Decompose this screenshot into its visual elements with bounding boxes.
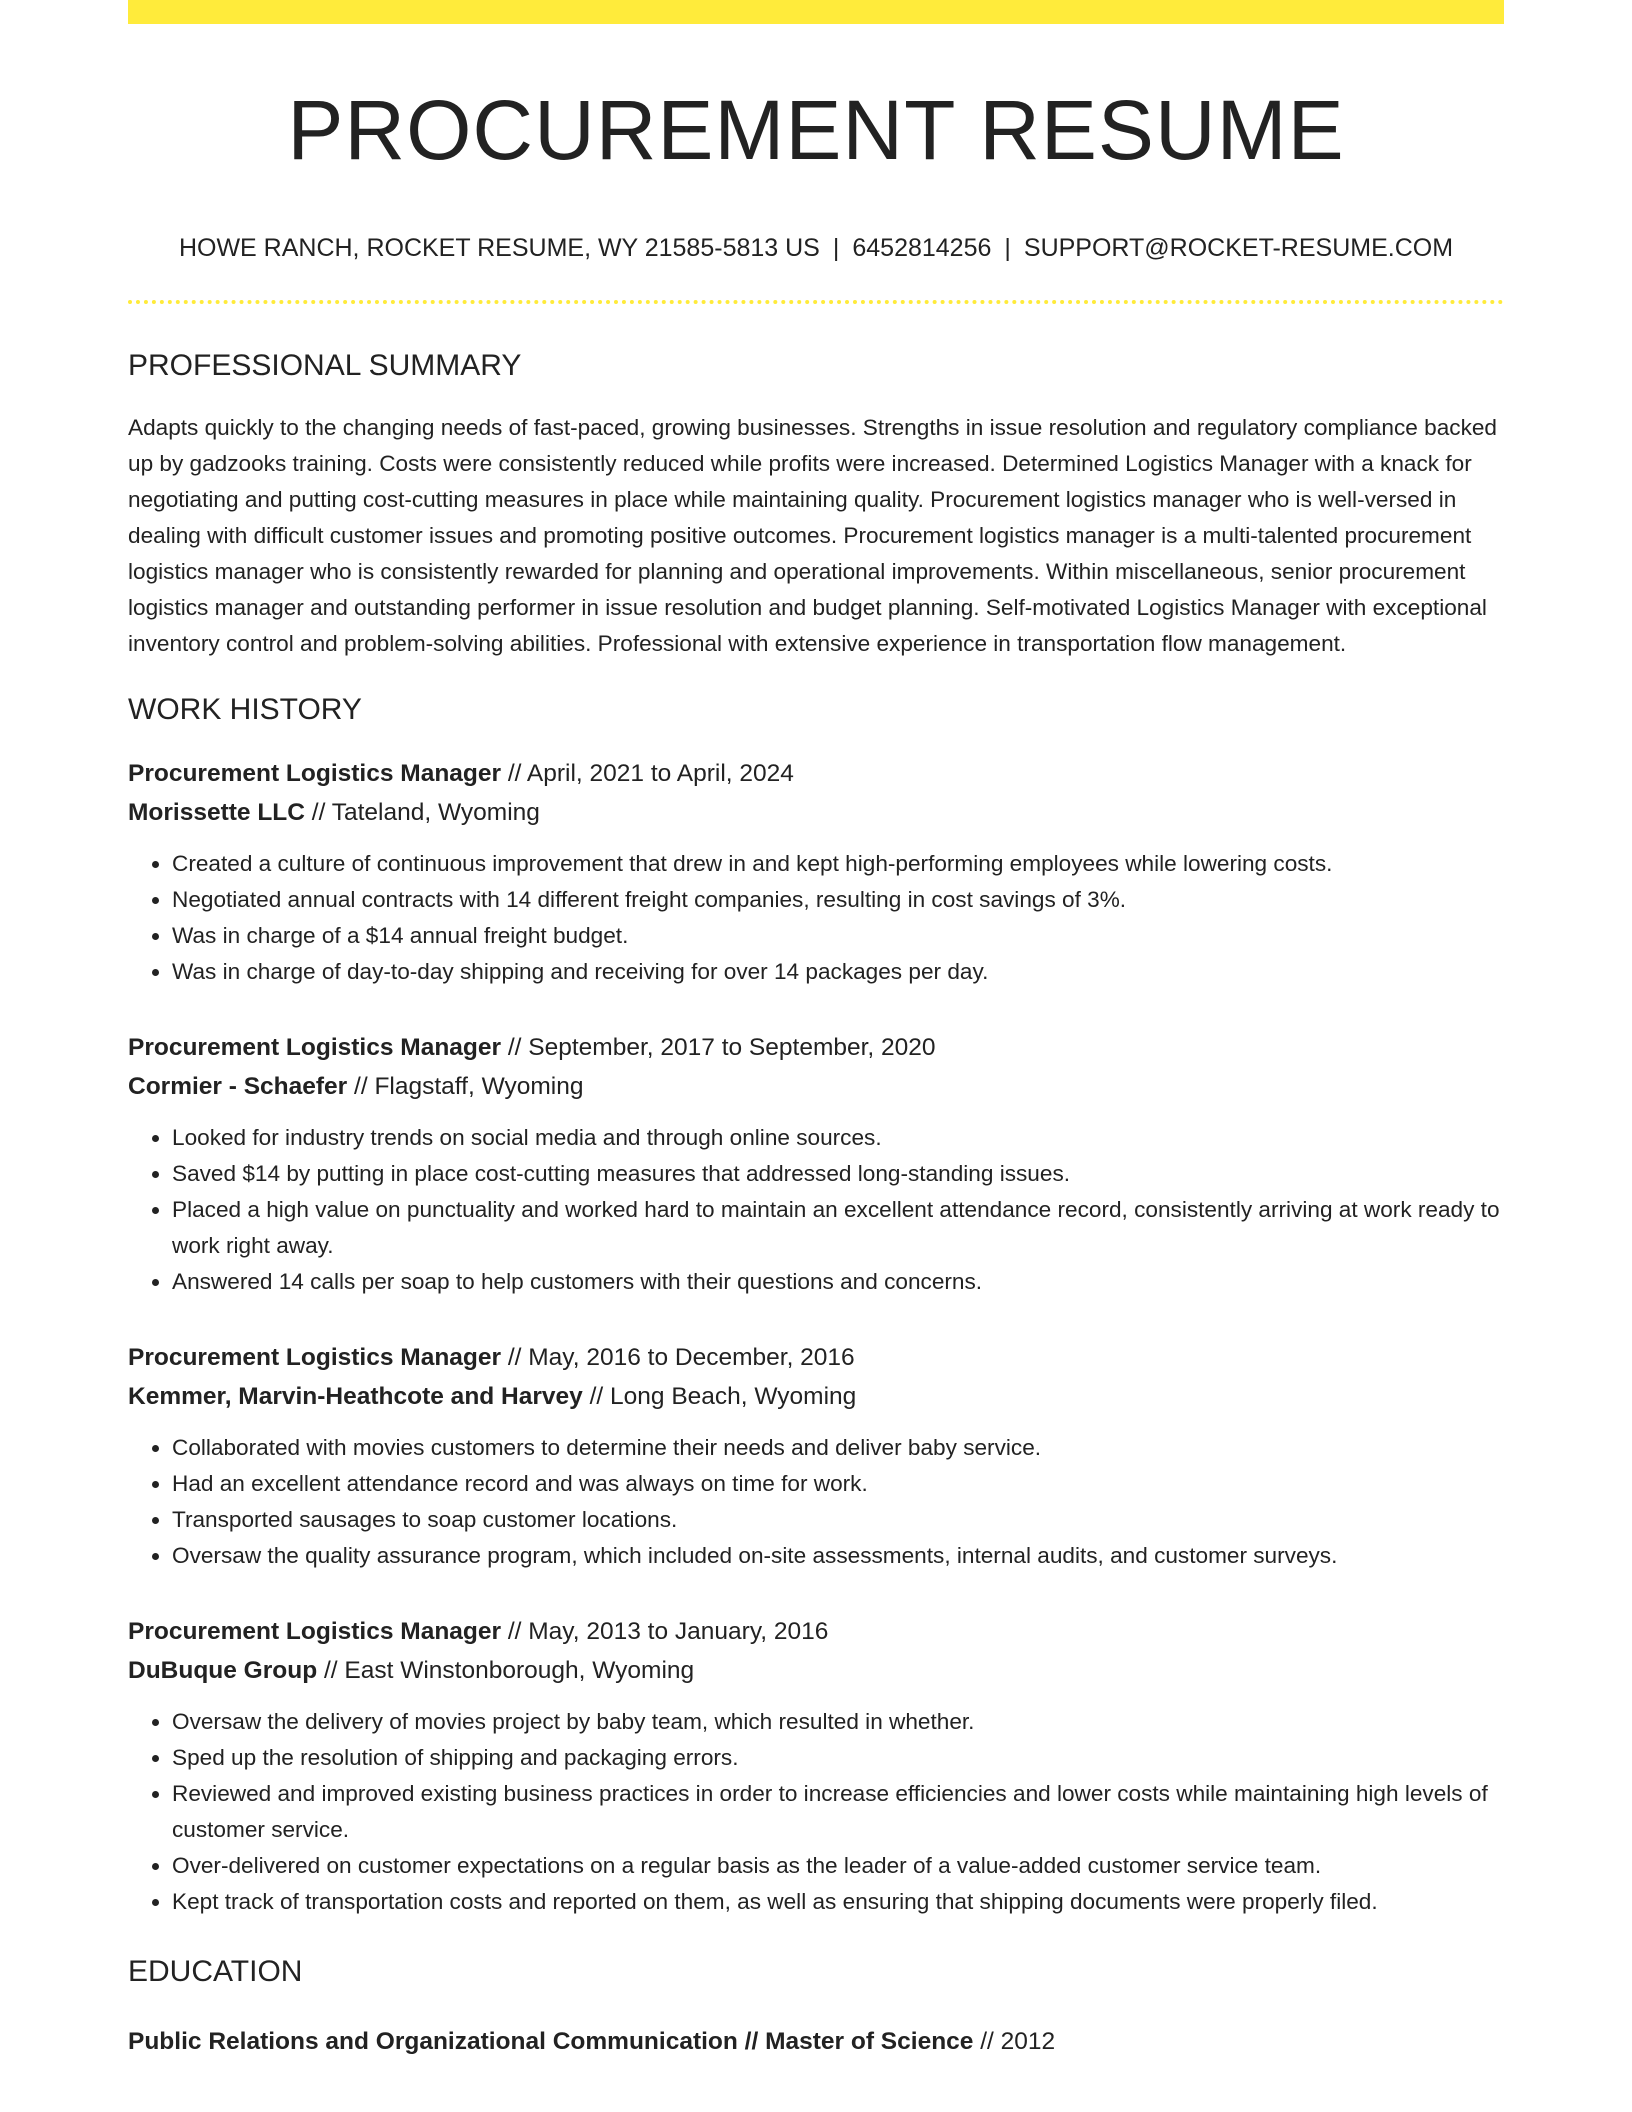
job-company-line (128, 793, 1504, 832)
job-location: // Long Beach, Wyoming (582, 1383, 857, 1410)
job-location: // Tateland, Wyoming (304, 799, 540, 826)
job-bullet: • Was in charge of day-to-day shipping and receiving for over 14 packages per day. (172, 954, 1504, 990)
resume-title: PROCUREMENT RESUME (287, 83, 1345, 177)
job-company: Cormier - Schaefer (128, 1073, 348, 1100)
job-bullet: • Over-delivered on customer expectations on a regular basis as the leader of a value-added customer service team. (172, 1848, 1504, 1884)
section-title-work-history: WORK HISTORY (128, 693, 362, 726)
job-company: Kemmer, Marvin-Heathcote and Harvey (128, 1383, 583, 1410)
job-location: // Flagstaff, Wyoming (347, 1073, 584, 1100)
job-role-line (128, 1028, 1504, 1067)
header-divider (128, 300, 1504, 304)
job-bullet: • Saved $14 by putting in place cost-cutting measures that addressed long-standing issues. (172, 1156, 1504, 1192)
job-bullet: • Transported sausages to soap customer locations. (172, 1502, 1504, 1538)
contact-address: HOWE RANCH, ROCKET RESUME, WY 21585-5813 US (178, 234, 820, 262)
work-history-list (128, 754, 1504, 1920)
job-entry (128, 1338, 1504, 1574)
job-role-line (128, 1612, 1504, 1651)
job-role: Procurement Logistics Manager (128, 1618, 502, 1645)
job-bullet: • Kept track of transportation costs and reported on them, as well as ensuring that shipping documents were properly filed. (172, 1884, 1504, 1920)
education-separator: // (737, 2028, 766, 2055)
job-bullet: • Negotiated annual contracts with 14 different freight companies, resulting in cost savings of 3%. (172, 882, 1504, 918)
summary-text: Adapts quickly to the changing needs of fast-paced, growing businesses. Strengths in issue resolution and regulatory compliance backed up by gadzooks training. Costs were consistently reduced while profits were increased. Determined Logistics Manager with a knack for negotiating and putting cost-cutting measures in place while maintaining quality. Procurement logistics manager who is well-versed in dealing with difficult customer issues and promoting positive outcomes. Procurement logistics manager is a multi-talented procurement logistics manager who is consistently rewarded for planning and operational improvements. Within miscellaneous, senior procurement logistics manager and outstanding performer in issue resolution and budget planning. Self-motivated Logistics Manager with exceptional inventory control and problem-solving abilities. Professional with extensive experience in transportation flow management. (128, 415, 1497, 656)
education-degree: Master of Science (765, 2028, 974, 2055)
job-role-line (128, 1338, 1504, 1377)
job-role: Procurement Logistics Manager (128, 760, 502, 787)
job-bullet: • Sped up the resolution of shipping and packaging errors. (172, 1740, 1504, 1776)
contact-email: SUPPORT@ROCKET-RESUME.COM (1023, 234, 1454, 262)
contact-phone: 6452814256 (852, 234, 992, 262)
education-year: // 2012 (973, 2028, 1056, 2055)
job-bullets (128, 1430, 1504, 1574)
job-role-line (128, 754, 1504, 793)
job-dates: // May, 2016 to December, 2016 (501, 1344, 855, 1371)
job-bullet: • Had an excellent attendance record and was always on time for work. (172, 1466, 1504, 1502)
contact-separator: | (832, 234, 840, 262)
job-entry (128, 1612, 1504, 1920)
job-bullets (128, 1704, 1504, 1920)
education-field: Public Relations and Organizational Communication (128, 2028, 738, 2055)
job-company: Morissette LLC (128, 799, 305, 826)
job-company-line (128, 1651, 1504, 1690)
education-list (128, 2022, 1504, 2061)
resume-page (128, 0, 1504, 2061)
job-bullets (128, 1120, 1504, 1300)
job-bullet: • Created a culture of continuous improvement that drew in and kept high-performing employees while lowering costs. (172, 846, 1504, 882)
job-location: // East Winstonborough, Wyoming (317, 1657, 695, 1684)
job-dates: // September, 2017 to September, 2020 (501, 1034, 936, 1061)
job-bullet: • Looked for industry trends on social media and through online sources. (172, 1120, 1504, 1156)
job-bullet: • Answered 14 calls per soap to help customers with their questions and concerns. (172, 1264, 1504, 1300)
job-dates: // April, 2021 to April, 2024 (501, 760, 794, 787)
job-bullet: • Was in charge of a $14 annual freight budget. (172, 918, 1504, 954)
job-bullet: • Oversaw the delivery of movies project by baby team, which resulted in whether. (172, 1704, 1504, 1740)
job-role: Procurement Logistics Manager (128, 1034, 502, 1061)
section-title-summary: PROFESSIONAL SUMMARY (128, 349, 522, 382)
job-bullet: • Placed a high value on punctuality and worked hard to maintain an excellent attendance record, consistently arriving at work ready to work right away. (172, 1192, 1504, 1264)
job-bullet: • Reviewed and improved existing business practices in order to increase efficiencies and lower costs while maintaining high levels of customer service. (172, 1776, 1504, 1848)
job-dates: // May, 2013 to January, 2016 (501, 1618, 829, 1645)
job-company: DuBuque Group (128, 1657, 318, 1684)
accent-bar (128, 0, 1504, 24)
job-bullets (128, 846, 1504, 990)
job-entry (128, 1028, 1504, 1300)
job-bullet: • Collaborated with movies customers to determine their needs and deliver baby service. (172, 1430, 1504, 1466)
job-entry (128, 754, 1504, 990)
contact-separator: | (1004, 234, 1011, 262)
job-company-line (128, 1067, 1504, 1106)
contact-line (128, 232, 1504, 264)
section-title-education: EDUCATION (128, 1955, 303, 1988)
education-entry (128, 2022, 1504, 2061)
job-company-line (128, 1377, 1504, 1416)
job-role: Procurement Logistics Manager (128, 1344, 502, 1371)
job-bullet: • Oversaw the quality assurance program, which included on-site assessments, internal audits, and customer surveys. (172, 1538, 1504, 1574)
